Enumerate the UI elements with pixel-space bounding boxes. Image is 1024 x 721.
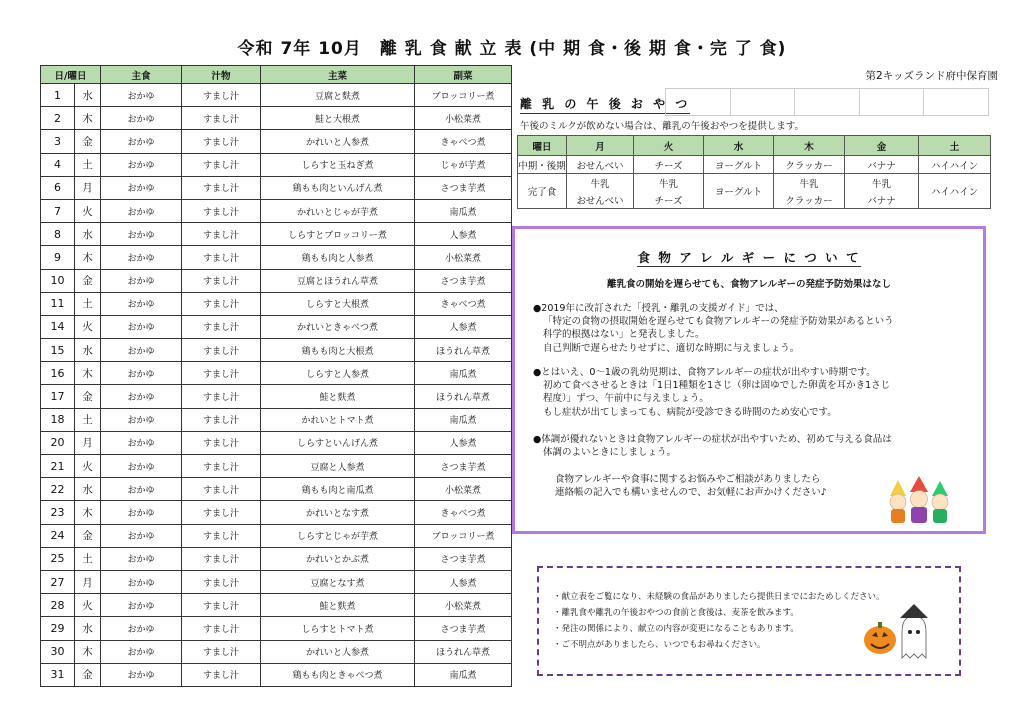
menu-row [41, 617, 512, 640]
menu-main-dish: かれいと人参煮 [261, 640, 415, 663]
menu-side-dish: 南瓜煮 [415, 362, 512, 385]
menu-staple: おかゆ [101, 199, 182, 222]
menu-row [41, 315, 512, 338]
menu-row [41, 130, 512, 153]
menu-day: 6 [41, 176, 75, 199]
menu-staple: おかゆ [101, 176, 182, 199]
menu-row [41, 246, 512, 269]
menu-weekday: 水 [75, 478, 101, 501]
snack-header: 木 [774, 136, 845, 156]
menu-side-dish: 人参煮 [415, 570, 512, 593]
menu-weekday: 水 [75, 223, 101, 246]
snack-header-row [518, 136, 991, 156]
menu-side-dish: ほうれん草煮 [415, 385, 512, 408]
menu-side-dish: 南瓜煮 [415, 408, 512, 431]
menu-weekday: 木 [75, 246, 101, 269]
menu-staple: おかゆ [101, 431, 182, 454]
menu-soup: すまし汁 [182, 431, 261, 454]
menu-weekday: 金 [75, 524, 101, 547]
menu-weekday: 月 [75, 431, 101, 454]
menu-staple: おかゆ [101, 455, 182, 478]
menu-soup: すまし汁 [182, 617, 261, 640]
menu-soup: すまし汁 [182, 107, 261, 130]
menu-row [41, 199, 512, 222]
snack-cell: おせんべい [567, 191, 634, 209]
menu-soup: すまし汁 [182, 408, 261, 431]
menu-side-dish: 南瓜煮 [415, 663, 512, 686]
menu-staple: おかゆ [101, 130, 182, 153]
menu-main-dish: しらすといんげん煮 [261, 431, 415, 454]
menu-weekday: 土 [75, 408, 101, 431]
menu-day: 11 [41, 292, 75, 315]
menu-main-dish: 鮭と麩煮 [261, 385, 415, 408]
header-day: 日/曜日 [41, 66, 101, 84]
header-soup: 汁物 [182, 66, 261, 84]
menu-weekday: 土 [75, 292, 101, 315]
menu-weekday: 金 [75, 663, 101, 686]
kids-illustration [884, 476, 954, 526]
menu-day: 2 [41, 107, 75, 130]
menu-side-dish: さつま芋煮 [415, 176, 512, 199]
allergy-subtitle: 離乳食の開始を遅らせても、食物アレルギーの発症予防効果はなし [606, 279, 892, 290]
menu-row [41, 640, 512, 663]
menu-row [41, 153, 512, 176]
school-name: 第2キッズランド府中保育園 [865, 70, 998, 82]
menu-soup: すまし汁 [182, 478, 261, 501]
menu-side-dish: 小松菜煮 [415, 246, 512, 269]
menu-soup: すまし汁 [182, 246, 261, 269]
menu-soup: すまし汁 [182, 153, 261, 176]
allergy-line: 「特定の食物の摂取開始を遅らせても食物アレルギーの発症予防効果があるという [543, 316, 894, 328]
menu-side-dish: さつま芋煮 [415, 455, 512, 478]
menu-staple: おかゆ [101, 362, 182, 385]
menu-day: 14 [41, 315, 75, 338]
menu-side-dish: きゃべつ煮 [415, 501, 512, 524]
menu-staple: おかゆ [101, 663, 182, 686]
menu-day: 3 [41, 130, 75, 153]
menu-main-dish: かれいと人参煮 [261, 130, 415, 153]
menu-day: 17 [41, 385, 75, 408]
snack-cell: ヨーグルト [704, 174, 774, 209]
snack-header: 火 [634, 136, 704, 156]
menu-main-dish: 鶏もも肉ときゃべつ煮 [261, 663, 415, 686]
menu-staple: おかゆ [101, 385, 182, 408]
menu-day: 31 [41, 663, 75, 686]
allergy-line: もし症状が出てしまっても、病院が受診できる時間のため安心です。 [543, 406, 837, 418]
menu-staple: おかゆ [101, 640, 182, 663]
snack-header: 金 [845, 136, 919, 156]
menu-staple: おかゆ [101, 501, 182, 524]
menu-side-dish: さつま芋煮 [415, 269, 512, 292]
menu-side-dish: さつま芋煮 [415, 547, 512, 570]
menu-staple: おかゆ [101, 594, 182, 617]
menu-main-dish: しらすと玉ねぎ煮 [261, 153, 415, 176]
snack-cell: クラッカー [774, 191, 845, 209]
menu-header-row [41, 66, 512, 84]
menu-side-dish: 小松菜煮 [415, 594, 512, 617]
menu-day: 30 [41, 640, 75, 663]
menu-row [41, 570, 512, 593]
menu-side-dish: 南瓜煮 [415, 199, 512, 222]
menu-row [41, 269, 512, 292]
menu-soup: すまし汁 [182, 176, 261, 199]
menu-staple: おかゆ [101, 84, 182, 107]
snack-cell: 牛乳 [845, 174, 919, 192]
menu-weekday: 木 [75, 362, 101, 385]
menu-soup: すまし汁 [182, 269, 261, 292]
menu-soup: すまし汁 [182, 547, 261, 570]
menu-row [41, 292, 512, 315]
allergy-paragraph-2 [533, 366, 973, 419]
menu-day: 25 [41, 547, 75, 570]
halloween-pumpkin-ghost-illustration [862, 604, 930, 660]
snack-cell: チーズ [634, 156, 704, 174]
menu-weekday: 月 [75, 176, 101, 199]
menu-soup: すまし汁 [182, 501, 261, 524]
note-item: ・発注の関係により、献立の内容が変更になることもあります。 [553, 624, 799, 634]
note-item: ・離乳食や離乳の午後おやつの食前と食後は、麦茶を飲みます。 [553, 608, 799, 618]
menu-main-dish: 鶏もも肉と南瓜煮 [261, 478, 415, 501]
menu-main-dish: 鶏もも肉と人参煮 [261, 246, 415, 269]
menu-side-dish: さつま芋煮 [415, 617, 512, 640]
menu-day: 29 [41, 617, 75, 640]
menu-weekday: 金 [75, 130, 101, 153]
header-side: 副菜 [415, 66, 512, 84]
menu-day: 16 [41, 362, 75, 385]
menu-row [41, 663, 512, 686]
header-main: 主菜 [261, 66, 415, 84]
menu-row [41, 478, 512, 501]
snack-cell: バナナ [845, 156, 919, 174]
menu-row [41, 501, 512, 524]
snack-title: 離 乳 の 午 後 お や つ [520, 95, 690, 114]
menu-soup: すまし汁 [182, 570, 261, 593]
menu-day: 1 [41, 84, 75, 107]
note-item: ・献立表をご覧になり、未経験の食品がありましたら提供日までにおためしください。 [553, 592, 885, 602]
menu-soup: すまし汁 [182, 663, 261, 686]
menu-main-dish: しらすとブロッコリー煮 [261, 223, 415, 246]
menu-side-dish: 小松菜煮 [415, 478, 512, 501]
menu-row [41, 431, 512, 454]
snack-header: 曜日 [518, 136, 567, 156]
menu-side-dish: 人参煮 [415, 315, 512, 338]
menu-side-dish: ブロッコリー煮 [415, 84, 512, 107]
note-item: ・ご不明点がありましたら、いつでもお尋ねください。 [553, 640, 766, 650]
menu-main-dish: しらすと大根煮 [261, 292, 415, 315]
snack-cell: クラッカー [774, 156, 845, 174]
menu-row [41, 547, 512, 570]
menu-weekday: 水 [75, 339, 101, 362]
menu-staple: おかゆ [101, 315, 182, 338]
menu-side-dish: 小松菜煮 [415, 107, 512, 130]
menu-soup: すまし汁 [182, 594, 261, 617]
menu-soup: すまし汁 [182, 385, 261, 408]
snack-header: 月 [567, 136, 634, 156]
menu-main-dish: 豆腐とほうれん草煮 [261, 269, 415, 292]
menu-main-dish: 鶏もも肉と大根煮 [261, 339, 415, 362]
menu-staple: おかゆ [101, 617, 182, 640]
menu-main-dish: かれいときゃべつ煮 [261, 315, 415, 338]
allergy-line: 科学的根拠はない」と発表しました。 [543, 329, 705, 341]
snack-header: 土 [919, 136, 991, 156]
menu-staple: おかゆ [101, 246, 182, 269]
menu-staple: おかゆ [101, 292, 182, 315]
snack-table [517, 135, 991, 209]
menu-staple: おかゆ [101, 269, 182, 292]
menu-day: 8 [41, 223, 75, 246]
menu-row [41, 339, 512, 362]
page-title: 令和 7年 10月 離 乳 食 献 立 表 (中 期 食・後 期 食・完 了 食) [237, 39, 787, 59]
allergy-paragraph-3 [533, 433, 973, 459]
menu-day: 21 [41, 455, 75, 478]
snack-cell: 牛乳 [774, 174, 845, 192]
snack-cell: バナナ [845, 191, 919, 209]
menu-soup: すまし汁 [182, 362, 261, 385]
allergy-line: 体調のよいときにしましょう。 [543, 447, 677, 459]
menu-day: 18 [41, 408, 75, 431]
menu-main-dish: しらすとトマト煮 [261, 617, 415, 640]
allergy-line: 食物アレルギーや食事に関するお悩みやご相談がありましたら [555, 474, 821, 485]
snack-cell: ハイハイン [919, 174, 991, 209]
menu-side-dish: きゃべつ煮 [415, 130, 512, 153]
menu-main-dish: かれいとかぶ煮 [261, 547, 415, 570]
menu-day: 20 [41, 431, 75, 454]
snack-cell: 牛乳 [634, 174, 704, 192]
menu-staple: おかゆ [101, 478, 182, 501]
menu-weekday: 火 [75, 315, 101, 338]
menu-side-dish: じゃが芋煮 [415, 153, 512, 176]
menu-weekday: 火 [75, 455, 101, 478]
menu-side-dish: ほうれん草煮 [415, 339, 512, 362]
menu-staple: おかゆ [101, 570, 182, 593]
snack-row-label: 中期・後期 [518, 156, 567, 174]
menu-main-dish: 豆腐と麩煮 [261, 84, 415, 107]
menu-weekday: 木 [75, 640, 101, 663]
menu-soup: すまし汁 [182, 223, 261, 246]
menu-main-dish: 鶏もも肉といんげん煮 [261, 176, 415, 199]
allergy-line: ●2019年に改訂された「授乳・離乳の支援ガイド」では、 [533, 303, 784, 314]
menu-row [41, 385, 512, 408]
menu-weekday: 水 [75, 617, 101, 640]
menu-soup: すまし汁 [182, 199, 261, 222]
menu-row [41, 176, 512, 199]
snack-row-label: 完了食 [518, 174, 567, 209]
snack-row-mid-late [518, 156, 991, 174]
menu-day: 10 [41, 269, 75, 292]
menu-weekday: 金 [75, 269, 101, 292]
menu-weekday: 土 [75, 153, 101, 176]
snack-note: 午後のミルクが飲めない場合は、離乳の午後おやつを提供します。 [520, 121, 805, 132]
menu-weekday: 金 [75, 385, 101, 408]
menu-staple: おかゆ [101, 524, 182, 547]
menu-main-dish: 豆腐と人参煮 [261, 455, 415, 478]
menu-day: 24 [41, 524, 75, 547]
allergy-line: ●体調が優れないときは食物アレルギーの症状が出やすいため、初めて与える食品は [533, 434, 892, 445]
menu-weekday: 月 [75, 570, 101, 593]
menu-day: 4 [41, 153, 75, 176]
allergy-paragraph-1 [533, 302, 973, 355]
menu-weekday: 火 [75, 199, 101, 222]
menu-staple: おかゆ [101, 107, 182, 130]
menu-staple: おかゆ [101, 547, 182, 570]
menu-staple: おかゆ [101, 153, 182, 176]
menu-soup: すまし汁 [182, 130, 261, 153]
menu-side-dish: きゃべつ煮 [415, 292, 512, 315]
menu-soup: すまし汁 [182, 524, 261, 547]
menu-weekday: 木 [75, 501, 101, 524]
snack-cell: 牛乳 [567, 174, 634, 192]
snack-row-complete [518, 174, 991, 192]
menu-row [41, 408, 512, 431]
menu-day: 27 [41, 570, 75, 593]
menu-row [41, 107, 512, 130]
snack-header: 水 [704, 136, 774, 156]
header-staple: 主食 [101, 66, 182, 84]
menu-row [41, 455, 512, 478]
menu-side-dish: 人参煮 [415, 431, 512, 454]
menu-side-dish: 人参煮 [415, 223, 512, 246]
menu-row [41, 84, 512, 107]
menu-weekday: 土 [75, 547, 101, 570]
menu-staple: おかゆ [101, 408, 182, 431]
menu-soup: すまし汁 [182, 455, 261, 478]
allergy-line: ●とはいえ、0～1歳の乳幼児期は、食物アレルギーの症状が出やすい時期です。 [533, 367, 876, 378]
menu-soup: すまし汁 [182, 315, 261, 338]
menu-day: 23 [41, 501, 75, 524]
snack-cell: ヨーグルト [704, 156, 774, 174]
menu-side-dish: ほうれん草煮 [415, 640, 512, 663]
snack-cell: おせんべい [567, 156, 634, 174]
allergy-title: 食 物 ア レ ル ギ ー に つ い て [637, 250, 861, 265]
menu-row [41, 223, 512, 246]
menu-day: 22 [41, 478, 75, 501]
allergy-line: 連絡帳の記入でも構いませんので、お気軽にお声かけください♪ [555, 487, 827, 499]
menu-main-dish: かれいとなす煮 [261, 501, 415, 524]
menu-soup: すまし汁 [182, 640, 261, 663]
menu-day: 9 [41, 246, 75, 269]
menu-day: 28 [41, 594, 75, 617]
menu-main-dish: 鮭と麩煮 [261, 594, 415, 617]
menu-main-dish: かれいとトマト煮 [261, 408, 415, 431]
allergy-line: 自己判断で遅らせたりせずに、適切な時期に与えましょう。 [543, 342, 800, 354]
menu-row [41, 524, 512, 547]
allergy-line: 初めて食べさせるときは「1日1種類を1さじ（卵は固ゆでした卵黄を耳かき1さじ [543, 380, 891, 392]
menu-row [41, 594, 512, 617]
menu-staple: おかゆ [101, 223, 182, 246]
menu-weekday: 木 [75, 107, 101, 130]
menu-main-dish: 豆腐となす煮 [261, 570, 415, 593]
menu-side-dish: ブロッコリー煮 [415, 524, 512, 547]
menu-weekday: 水 [75, 84, 101, 107]
menu-weekday: 火 [75, 594, 101, 617]
menu-soup: すまし汁 [182, 339, 261, 362]
menu-soup: すまし汁 [182, 292, 261, 315]
menu-row [41, 362, 512, 385]
menu-day: 15 [41, 339, 75, 362]
allergy-line: 程度）」ずつ、午前中に与えましょう。 [543, 393, 709, 405]
menu-main-dish: しらすとじゃが芋煮 [261, 524, 415, 547]
snack-cell: ハイハイン [919, 156, 991, 174]
snack-title-grid [665, 88, 989, 116]
menu-soup: すまし汁 [182, 84, 261, 107]
menu-main-dish: 鮭と大根煮 [261, 107, 415, 130]
menu-table [40, 65, 512, 687]
menu-day: 7 [41, 199, 75, 222]
snack-cell: チーズ [634, 191, 704, 209]
menu-staple: おかゆ [101, 339, 182, 362]
menu-main-dish: かれいとじゃが芋煮 [261, 199, 415, 222]
menu-main-dish: しらすと人参煮 [261, 362, 415, 385]
